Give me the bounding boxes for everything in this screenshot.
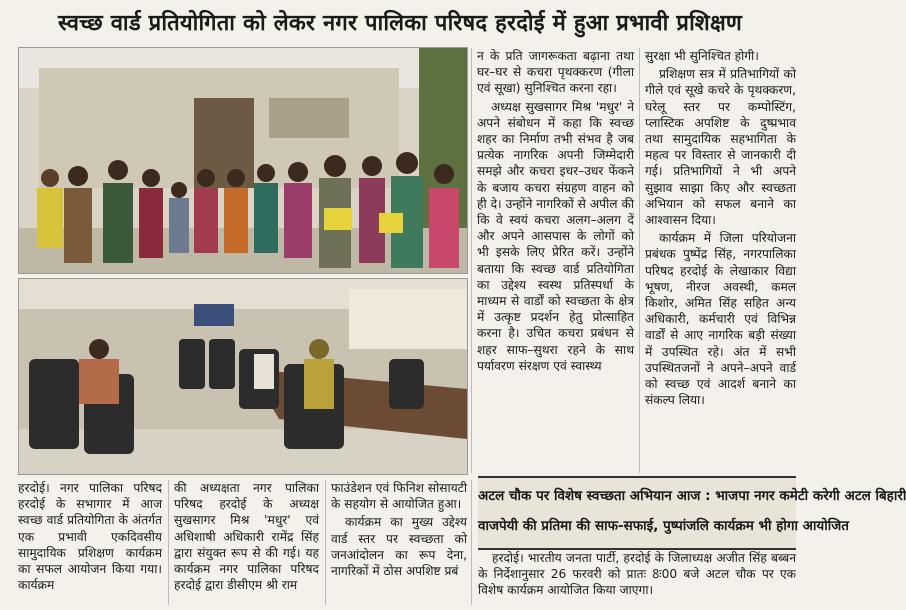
- paragraph: अध्यक्ष सुखसागर मिश्र 'मधुर' ने अपने संबोधन में कहा कि स्वच्छ शहर का निर्माण तभी संभव है जब प्रत्येक नागरिक अपनी जिम्मेदारी समझे और कचरा इधर–उधर फेंकने के बजाय कचरा संग्रहण वाहन को ही दे। उन्होंने नागरिकों से अपील की कि वे स्वयं कचरा अलग–अलग दें और अपने आसपास के लोगों को भी इसके लिए प्रेरित करें। उन्होंने बताया कि स्वच्छ वार्ड प्रतियोगिता का उद्देश्य स्वस्थ प्रतिस्पर्धा के माध्यम से वार्डों को स्वच्छता के क्षेत्र में उत्कृष्ट प्रदर्शन हेतु प्रोत्साहित करना है। उचित कचरा प्रबंधन से शहर साफ–सुथरा रहने के साथ पर्यावरण संरक्षण एवं स्वास्थ्य: [477, 99, 634, 373]
- paragraph: हरदोई। भारतीय जनता पार्टी, हरदोई के जिलाध्यक्ष अजीत सिंह बब्बन के निर्देशानुसार 26 फरवरी को प्रातः 8ः00 बजे अटल चौक पर एक विशेष कार्यक्रम आयोजित किया जाएगा।: [478, 551, 796, 598]
- column-divider: [325, 480, 326, 605]
- paragraph: प्रशिक्षण सत्र में प्रतिभागियों को गीले एवं सूखे कचरे के पृथक्करण, घरेलू स्तर पर कम्पोस्टिंग, प्लास्टिक अपशिष्ट के दुष्प्रभाव तथा सामुदायिक सहभागिता के महत्व पर विस्तार से जानकारी दी गई। प्रतिभागियों ने भी अपने सुझाव साझा किए और स्वच्छता अभियान को सफल बनाने का आश्वासन दिया।: [645, 67, 796, 228]
- article-column-2: [174, 480, 319, 605]
- hall-scene-image: [19, 279, 467, 474]
- column-divider: [168, 480, 169, 605]
- second-story-headline-line-1: अटल चौक पर विशेष स्वच्छता अभियान आज : भाजपा नगर कमेटी करेगी अटल बिहारी: [478, 488, 906, 504]
- article-column-1: [18, 480, 162, 605]
- article-column-4: [477, 48, 634, 473]
- column-divider: [471, 48, 472, 473]
- article-column-5: [645, 48, 796, 473]
- second-story-body: [478, 550, 796, 608]
- paragraph: हरदोई। नगर पालिका परिषद हरदोई के सभागार में आज स्वच्छ वार्ड प्रतियोगिता के अंतर्गत एक प्रभावी एकदिवसीय सामुदायिक प्रशिक्षण कार्यक्रम का सफल आयोजन किया गया। कार्यक्रम: [18, 481, 162, 593]
- paragraph: सुरक्षा भी सुनिश्चित होगी।: [645, 49, 759, 63]
- meeting-hall-photo: [18, 278, 468, 475]
- column-divider: [471, 480, 472, 605]
- outdoor-scene-image: [19, 48, 467, 273]
- page-headline: स्वच्छ वार्ड प्रतियोगिता को लेकर नगर पालिका परिषद हरदोई में हुआ प्रभावी प्रशिक्षण: [57, 11, 743, 36]
- paragraph: कार्यक्रम में जिला परियोजना प्रबंधक पुष्पेंद्र सिंह, नगरपालिका परिषद हरदोई के लेखाकार विद्या भूषण, नीरज अवस्थी, कमल किशोर, अमित सिंह सहित अन्य अधिकारी, कर्मचारी एवं विभिन्न वार्डों से आए नागरिक बड़ी संख्या में उपस्थित रहे। अंत में सभी उपस्थितजनों ने अपने–अपने वार्ड को स्वच्छ एवं आदर्श बनाने का संकल्प लिया।: [645, 231, 796, 408]
- paragraph: की अध्यक्षता नगर पालिका परिषद हरदोई के अध्यक्ष सुखसागर मिश्र 'मधुर' एवं अधिशाषी अधिकारी रामेंद्र सिंह द्वारा संयुक्त रूप से की गई। यह कार्यक्रम नगर पालिका परिषद हरदोई द्वारा डीसीएम श्री राम: [174, 481, 319, 593]
- article-column-3: [331, 480, 467, 605]
- paragraph: फाउंडेशन एवं फिनिश सोसायटी के सहयोग से आयोजित हुआ।: [331, 481, 467, 512]
- column-divider: [639, 48, 640, 473]
- paragraph: कार्यक्रम का मुख्य उद्देश्य वार्ड स्तर पर स्वच्छता को जनआंदोलन का रूप देना, नागरिकों में ठोस अपशिष्ट प्रबं: [331, 515, 467, 579]
- paragraph: न के प्रति जागरूकता बढ़ाना तथा घर–घर से कचरा पृथक्करण (गीला एवं सूखा) सुनिश्चित करना रहा।: [477, 49, 634, 96]
- second-story-headline-line-2: वाजपेयी की प्रतिमा की साफ-सफाई, पुष्पांजलि कार्यक्रम भी होगा आयोजित: [478, 518, 849, 534]
- second-story-headline-box: [478, 476, 906, 550]
- group-photo-outdoor: [18, 47, 468, 274]
